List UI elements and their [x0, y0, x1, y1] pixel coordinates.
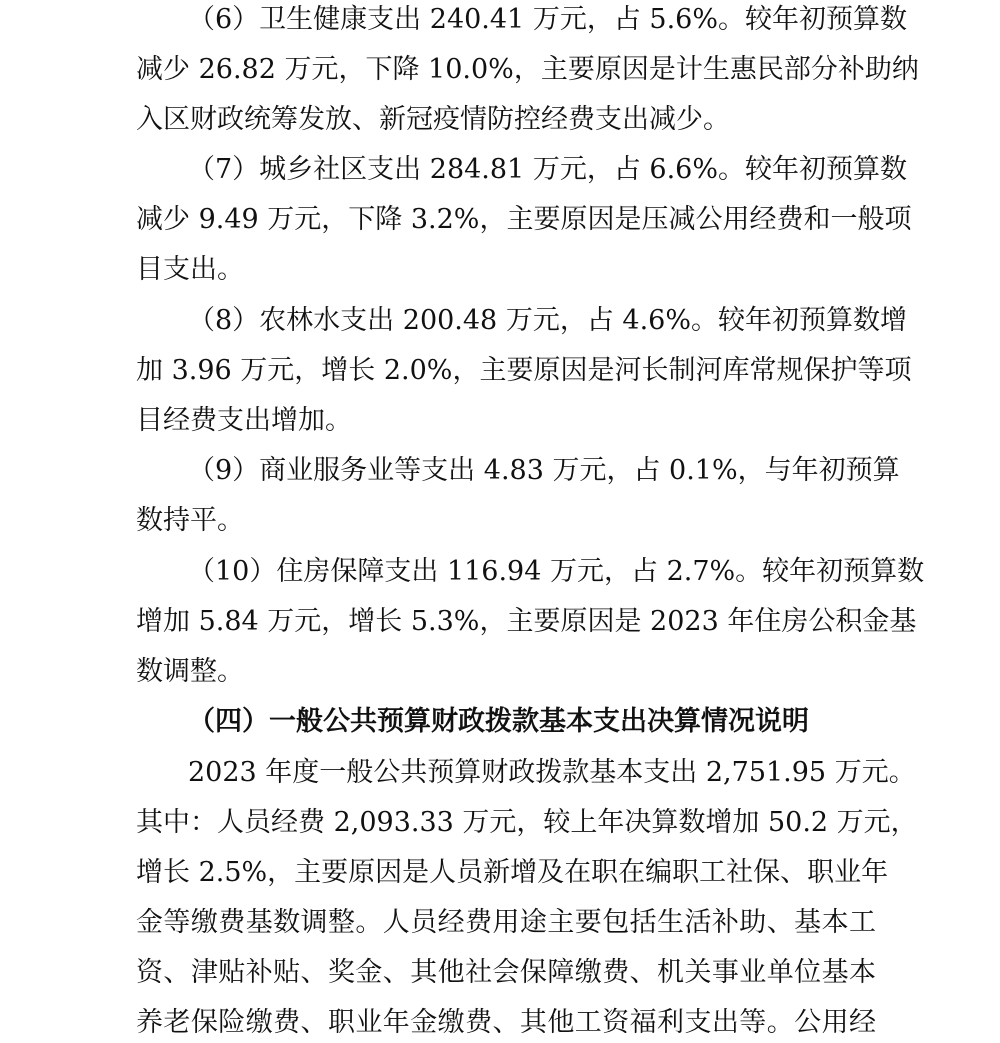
section-heading-4: （四）一般公共预算财政拨款基本支出决算情况说明: [188, 706, 809, 737]
basic-expenditure-line-5: 资、津贴补贴、奖金、其他社会保障缴费、机关事业单位基本: [136, 957, 876, 988]
paragraph-9-line-1: （9）商业服务业等支出 4.83 万元，占 0.1%，与年初预算: [188, 455, 900, 486]
paragraph-6-line-2: 减少 26.82 万元，下降 10.0%，主要原因是计生惠民部分补助纳: [136, 54, 919, 85]
paragraph-8-line-1: （8）农林水支出 200.48 万元，占 4.6%。较年初预算数增: [188, 305, 907, 336]
basic-expenditure-line-1: 2023 年度一般公共预算财政拨款基本支出 2,751.95 万元。: [188, 757, 916, 788]
paragraph-10-line-3: 数调整。: [136, 656, 244, 687]
paragraph-8-line-3: 目经费支出增加。: [136, 405, 352, 436]
paragraph-8-line-2: 加 3.96 万元，增长 2.0%，主要原因是河长制河库常规保护等项: [136, 355, 912, 386]
paragraph-10-line-1: （10）住房保障支出 116.94 万元，占 2.7%。较年初预算数: [188, 556, 925, 587]
paragraph-6-line-1: （6）卫生健康支出 240.41 万元，占 5.6%。较年初预算数: [188, 4, 907, 35]
paragraph-7-line-2: 减少 9.49 万元，下降 3.2%，主要原因是压减公用经费和一般项: [136, 204, 912, 235]
basic-expenditure-line-4: 金等缴费基数调整。人员经费用途主要包括生活补助、基本工: [136, 907, 876, 938]
basic-expenditure-line-6: 养老保险缴费、职业年金缴费、其他工资福利支出等。公用经: [136, 1007, 876, 1038]
paragraph-9-line-2: 数持平。: [136, 505, 244, 536]
paragraph-7-line-3: 目支出。: [136, 254, 244, 285]
paragraph-7-line-1: （7）城乡社区支出 284.81 万元，占 6.6%。较年初预算数: [188, 154, 907, 185]
paragraph-6-line-3: 入区财政统筹发放、新冠疫情防控经费支出减少。: [136, 104, 730, 135]
basic-expenditure-line-2: 其中：人员经费 2,093.33 万元，较上年决算数增加 50.2 万元，: [136, 807, 918, 838]
basic-expenditure-line-3: 增长 2.5%，主要原因是人员新增及在职在编职工社保、职业年: [136, 857, 889, 888]
paragraph-10-line-2: 增加 5.84 万元，增长 5.3%，主要原因是 2023 年住房公积金基: [136, 606, 917, 637]
